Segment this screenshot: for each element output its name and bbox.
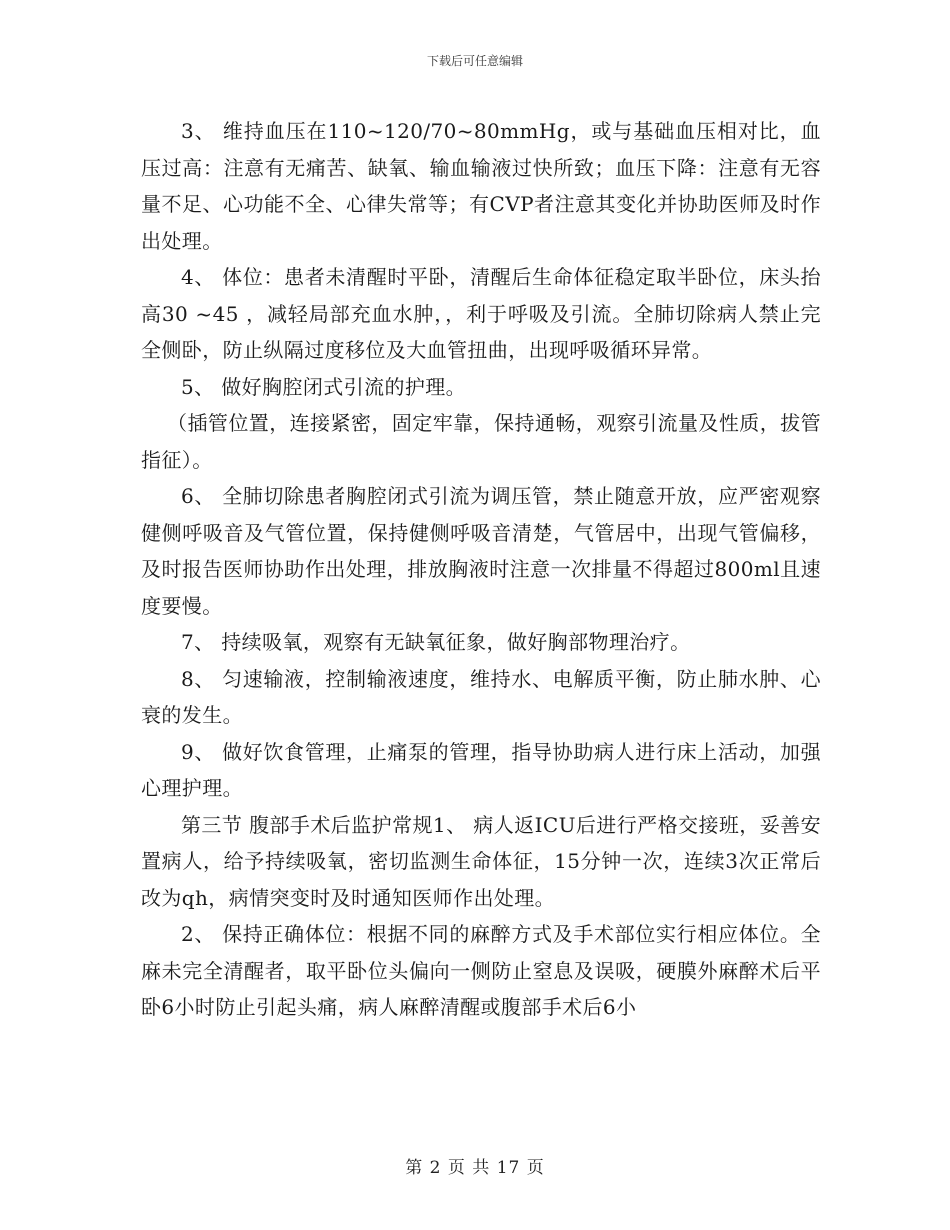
page-footer: 第 2 页 共 17 页 bbox=[405, 1158, 545, 1178]
paragraph-note: （插管位置，连接紧密，固定牢靠，保持通畅，观察引流量及性质，拔管指征）。 bbox=[141, 411, 821, 472]
page-header: 下载后可任意编辑 bbox=[426, 54, 523, 68]
paragraph-item-4: 4、 体位：患者未清醒时平卧，清醒后生命体征稳定取半卧位，床头抬高30 ~45 ，减轻局部充血水肿，，利于呼吸及引流。全肺切除病人禁止完全侧卧，防止纵隔过度移位及大血管扭曲，出现呼吸循环异常。 bbox=[141, 265, 821, 362]
paragraph-section-3: 第三节 腹部手术后监护常规1、 病人返ICU后进行严格交接班，妥善安置病人，给予持续吸氧，密切监测生命体征，15分钟一次，连续3次正常后改为qh，病情突变时及时通知医师作出处理。 bbox=[141, 812, 821, 910]
document-body bbox=[141, 113, 821, 1026]
paragraph-item-7: 7、 持续吸氧，观察有无缺氧征象，做好胸部物理治疗。 bbox=[181, 630, 691, 654]
paragraph-item-8: 8、 匀速输液，控制输液速度，维持水、电解质平衡，防止肺水肿、心衰的发生。 bbox=[141, 666, 821, 727]
paragraph-item-2: 2、 保持正确体位：根据不同的麻醉方式及手术部位实行相应体位。全麻未完全清醒者，取平卧位头偏向一侧防止窒息及误吸，硬膜外麻醉术后平卧6小时防止引起头痛，病人麻醉清醒或腹部手术后6小 bbox=[141, 922, 821, 1019]
paragraph-item-3: 3、 维持血压在110~120/70~80mmHg，或与基础血压相对比，血压过高：注意有无痛苦、缺氧、输血输液过快所致；血压下降：注意有无容量不足、心功能不全、心律失常等；有CVP者注意其变化并协助医师及时作出处理。 bbox=[141, 119, 821, 253]
paragraph-item-6: 6、 全肺切除患者胸腔闭式引流为调压管，禁止随意开放，应严密观察健侧呼吸音及气管位置，保持健侧呼吸音清楚，气管居中，出现气管偏移，及时报告医师协助作出处理，排放胸液时注意一次排量不得超过800ml且速度要慢。 bbox=[141, 484, 821, 618]
paragraph-item-5: 5、 做好胸腔闭式引流的护理。 bbox=[181, 374, 467, 399]
paragraph-item-9: 9、 做好饮食管理，止痛泵的管理，指导协助病人进行床上活动，加强心理护理。 bbox=[141, 739, 821, 800]
